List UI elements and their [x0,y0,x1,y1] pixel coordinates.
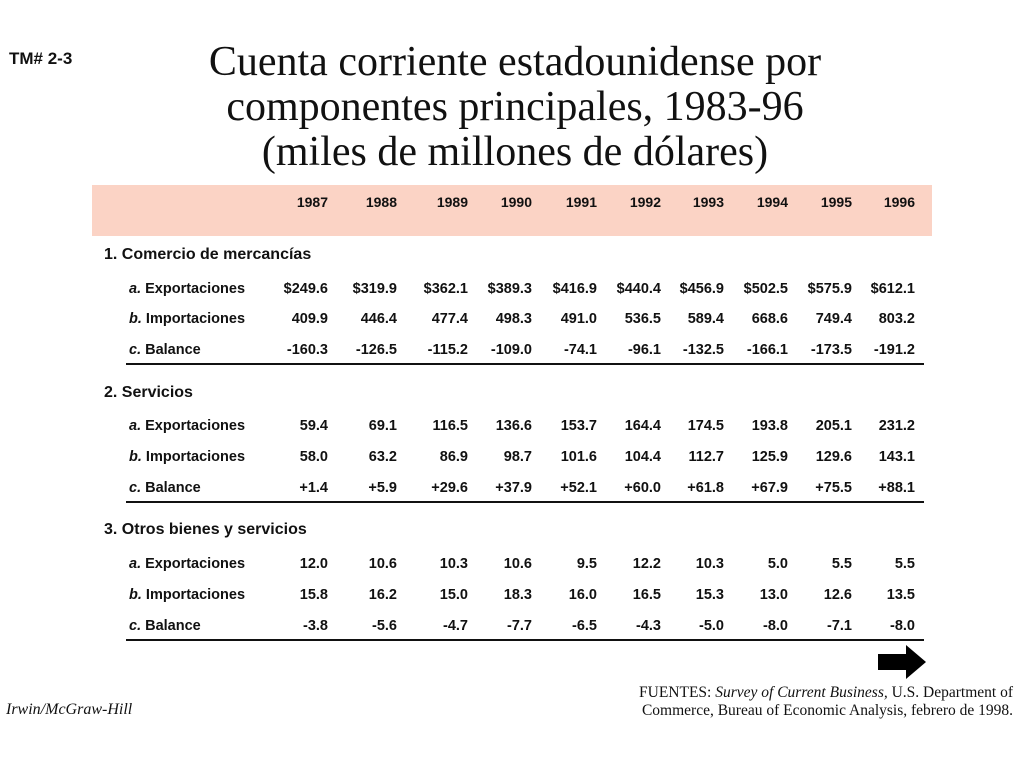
table-cell: -160.3 [286,342,328,358]
table-cell: +67.9 [751,480,788,496]
sources-title: Survey of Current Business, [715,684,888,701]
table-cell: $362.1 [423,281,468,297]
table-cell: -109.0 [490,342,532,358]
table-cell: 589.4 [687,311,724,327]
sources-line-2: Commerce, Bureau of Economic Analysis, febrero de 1998. [641,702,1013,719]
table-cell: $440.4 [616,281,661,297]
table-cell: -6.5 [572,618,597,634]
table-cell: $249.6 [283,281,328,297]
row-label [129,618,201,634]
row-label [129,281,245,297]
table-cell: 5.5 [831,556,852,572]
row-label-text: Balance [141,342,201,358]
row-letter: a. [129,281,142,297]
year-header-4: 1991 [565,194,597,210]
row-label [129,418,245,434]
table-cell: -126.5 [355,342,397,358]
table-cell: 16.0 [568,587,597,603]
section-title: 2. Servicios [104,384,193,401]
table-cell: 174.5 [687,418,724,434]
table-cell: -191.2 [873,342,915,358]
table-cell: 749.4 [815,311,852,327]
table-cell: -74.1 [563,342,597,358]
table-cell: 193.8 [751,418,788,434]
table-cell: 15.0 [439,587,468,603]
table-cell: 668.6 [751,311,788,327]
table-cell: 536.5 [624,311,661,327]
table-cell: $319.9 [352,281,397,297]
row-label-text: Exportaciones [141,418,246,434]
row-letter: b. [129,587,142,603]
year-header-band [92,185,932,236]
row-letter: a. [129,418,142,434]
year-header-8: 1995 [820,194,852,210]
table-cell: 12.6 [823,587,852,603]
table-cell: -7.7 [507,618,532,634]
table-cell: $612.1 [870,281,915,297]
year-header-1: 1988 [365,194,397,210]
table-cell: -4.3 [636,618,661,634]
table-cell: 86.9 [439,449,468,465]
table-cell: 13.5 [886,587,915,603]
row-label [129,556,245,572]
sources-prefix: FUENTES: [639,684,716,701]
table-cell: 125.9 [751,449,788,465]
table-cell: 15.8 [299,587,328,603]
table-cell: 59.4 [299,418,328,434]
row-label [129,587,245,603]
table-cell: 231.2 [878,418,915,434]
table-cell: $502.5 [743,281,788,297]
row-letter: c. [129,618,142,634]
table-cell: -115.2 [427,342,468,358]
row-letter: b. [129,449,142,465]
arrow-right-icon[interactable] [878,645,926,679]
table-cell: 409.9 [291,311,328,327]
year-header-5: 1992 [629,194,661,210]
balance-rule [126,363,924,365]
table-cell: 5.5 [894,556,915,572]
table-cell: -8.0 [890,618,915,634]
table-cell: +1.4 [299,480,328,496]
table-cell: -4.7 [443,618,468,634]
table-cell: 98.7 [503,449,532,465]
table-cell: 205.1 [815,418,852,434]
table-cell: -132.5 [682,342,724,358]
row-label-text: Exportaciones [141,556,246,572]
row-label [129,311,245,327]
year-header-2: 1989 [436,194,468,210]
table-cell: 10.3 [695,556,724,572]
table-cell: 104.4 [624,449,661,465]
title-line-1: Cuenta corriente estadounidense por [208,39,822,85]
table-cell: 101.6 [560,449,597,465]
row-label [129,449,245,465]
table-cell: $575.9 [807,281,852,297]
table-cell: 5.0 [767,556,788,572]
section-title: 3. Otros bienes y servicios [104,521,307,538]
year-header-3: 1990 [500,194,532,210]
table-cell: +75.5 [815,480,852,496]
row-label [129,480,201,496]
balance-rule [126,501,924,503]
year-header-9: 1996 [883,194,915,210]
publisher-credit: Irwin/McGraw-Hill [6,701,133,718]
table-cell: 491.0 [560,311,597,327]
row-label-text: Balance [141,618,201,634]
row-label [129,342,201,358]
table-cell: -5.0 [699,618,724,634]
slide-tag: TM# 2-3 [9,49,73,68]
table-cell: +88.1 [878,480,915,496]
sources-note [560,684,1013,720]
table-cell: 116.5 [432,418,468,434]
title-line-2: componentes principales, 1983-96 [226,84,804,130]
page-title [150,40,880,175]
table-cell: 143.1 [878,449,915,465]
table-cell: 10.6 [368,556,397,572]
table-cell: 136.6 [495,418,532,434]
row-letter: c. [129,480,142,496]
table-cell: 498.3 [495,311,532,327]
table-cell: -96.1 [627,342,661,358]
row-letter: c. [129,342,142,358]
table-cell: 15.3 [695,587,724,603]
row-label-text: Exportaciones [141,281,246,297]
table-cell: +37.9 [495,480,532,496]
table-cell: -173.5 [810,342,852,358]
row-label-text: Importaciones [141,449,246,465]
table-cell: 446.4 [360,311,397,327]
table-cell: 13.0 [759,587,788,603]
table-cell: -5.6 [372,618,397,634]
title-line-3: (miles de millones de dólares) [261,129,769,175]
table-cell: -8.0 [763,618,788,634]
table-cell: 477.4 [431,311,468,327]
row-letter: a. [129,556,142,572]
table-cell: -166.1 [746,342,788,358]
table-cell: $389.3 [487,281,532,297]
row-label-text: Importaciones [141,311,246,327]
year-header-7: 1994 [756,194,788,210]
table-cell: 16.5 [632,587,661,603]
row-label-text: Importaciones [141,587,246,603]
table-cell: 12.0 [299,556,328,572]
table-cell: +52.1 [560,480,597,496]
table-cell: 69.1 [368,418,397,434]
table-cell: +61.8 [687,480,724,496]
table-cell: +29.6 [431,480,468,496]
row-letter: b. [129,311,142,327]
row-label-text: Balance [141,480,201,496]
balance-rule [126,639,924,641]
table-cell: $456.9 [679,281,724,297]
table-cell: $416.9 [552,281,597,297]
table-cell: 16.2 [368,587,397,603]
table-cell: 63.2 [368,449,397,465]
year-header-0: 1987 [296,194,328,210]
table-cell: 12.2 [632,556,661,572]
table-cell: +5.9 [368,480,397,496]
table-cell: 10.3 [439,556,468,572]
table-cell: 58.0 [299,449,328,465]
table-cell: 9.5 [576,556,597,572]
table-cell: -7.1 [827,618,852,634]
table-cell: 112.7 [688,449,724,465]
table-cell: +60.0 [624,480,661,496]
table-cell: 153.7 [560,418,597,434]
table-cell: 18.3 [503,587,532,603]
section-title: 1. Comercio de mercancías [104,246,312,263]
table-cell: 803.2 [878,311,915,327]
sources-rest: U.S. Department of [887,684,1013,701]
table-cell: 164.4 [624,418,661,434]
table-cell: -3.8 [303,618,328,634]
table-cell: 129.6 [815,449,852,465]
year-header-6: 1993 [692,194,724,210]
table-cell: 10.6 [503,556,532,572]
